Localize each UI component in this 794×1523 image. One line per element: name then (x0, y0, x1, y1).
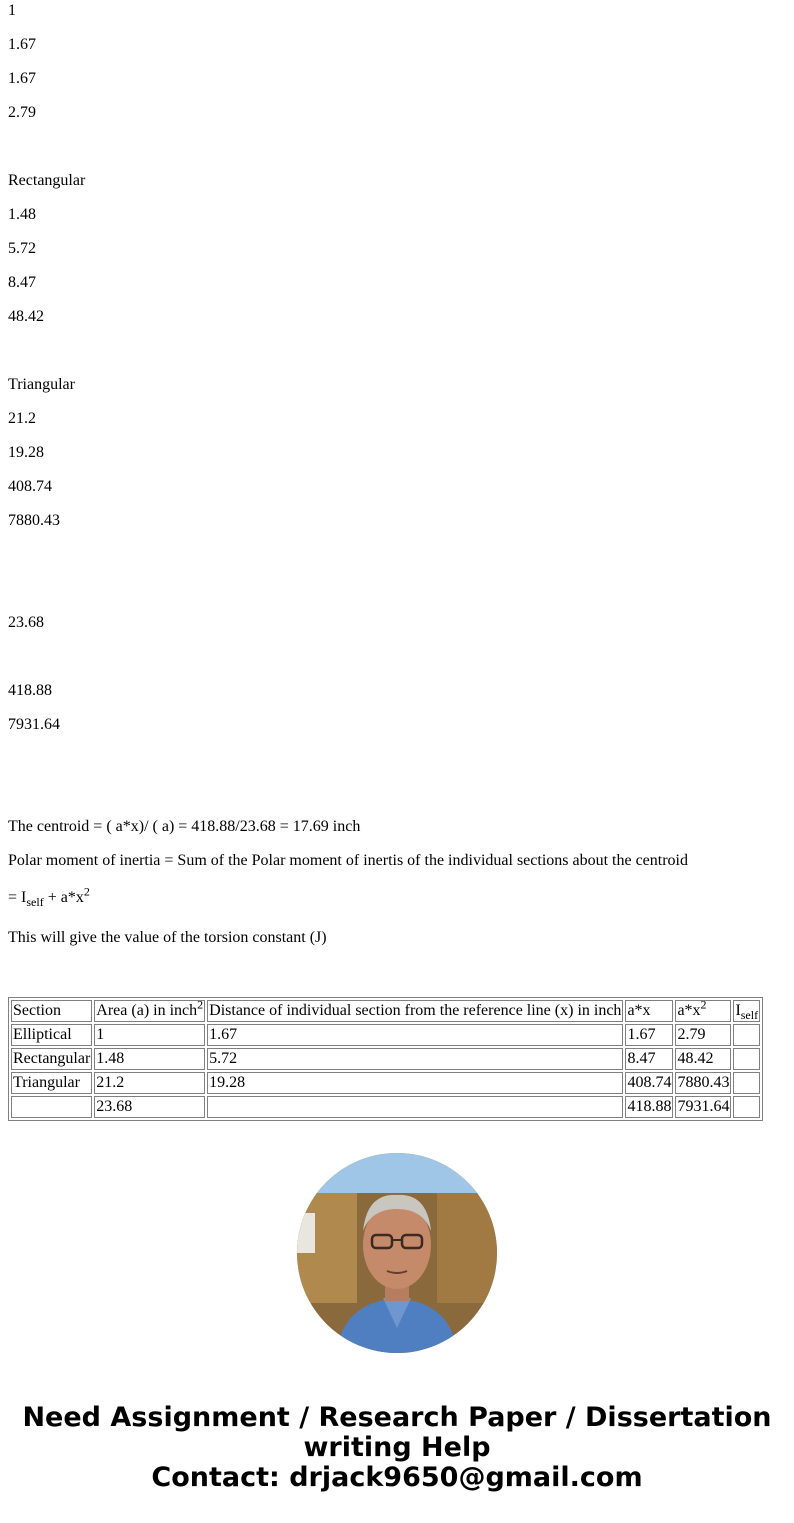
table-cell: 418.88 (625, 1096, 673, 1118)
text-line: 2.79 (8, 104, 36, 121)
text-line: Triangular (8, 376, 75, 393)
header-ax2: $a*x^2$ (675, 1000, 731, 1022)
promo-line: writing Help (303, 1432, 491, 1463)
table-cell: 2.79 (675, 1024, 731, 1046)
table-cell: 1.67 (625, 1024, 673, 1046)
text-line: 23.68 (8, 614, 44, 631)
header-distance: Distance of individual section from the reference line (x) in inch (207, 1000, 623, 1022)
text-line: 7880.43 (8, 512, 60, 529)
table-row (11, 1048, 760, 1070)
table-cell (733, 1096, 760, 1118)
text-line: 21.2 (8, 410, 36, 427)
text-line: 1.67 (8, 36, 36, 53)
table-cell: 7931.64 (675, 1096, 731, 1118)
table-cell (11, 1096, 92, 1118)
text-line: 8.47 (8, 274, 36, 291)
text-line: 5.72 (8, 240, 36, 257)
calculation-table (8, 997, 763, 1121)
formula-text: = $I_{self} + a*x^2$ (8, 884, 90, 910)
table-cell: 1 (94, 1024, 205, 1046)
header-area: Area (a) in inch$^2$ (94, 1000, 205, 1022)
text-line: 48.42 (8, 308, 44, 325)
table-cell: 23.68 (94, 1096, 205, 1118)
table-cell (733, 1024, 760, 1046)
polar-moment-text: Polar moment of inertia = Sum of the Polar moment of inertis of the individual sections about the centroid (8, 852, 688, 869)
portrait-illustration (297, 1153, 497, 1353)
table-header-row (11, 1000, 760, 1022)
table-cell: Rectangular (11, 1048, 92, 1070)
torsion-text: This will give the value of the torsion constant (J) (8, 929, 327, 946)
table-cell: 7880.43 (675, 1072, 731, 1094)
table-cell: 48.42 (675, 1048, 731, 1070)
text-line: 1 (8, 2, 16, 19)
table-cell: Elliptical (11, 1024, 92, 1046)
promo-line: Need Assignment / Research Paper / Dissertation (22, 1402, 772, 1433)
header-section: Section (11, 1000, 92, 1022)
table-cell (207, 1096, 623, 1118)
text-line: 1.67 (8, 70, 36, 87)
author-photo (297, 1153, 497, 1353)
table-cell: 21.2 (94, 1072, 205, 1094)
table-cell: 1.48 (94, 1048, 205, 1070)
table-row (11, 1096, 760, 1118)
header-ax: a*x (625, 1000, 673, 1022)
table-cell: 5.72 (207, 1048, 623, 1070)
text-line: 7931.64 (8, 716, 60, 733)
table-cell (733, 1048, 760, 1070)
centroid-text: The centroid = ( a*x)/ ( a) = 418.88/23.68 = 17.69 inch (8, 818, 361, 835)
table-cell (733, 1072, 760, 1094)
header-iself: $I_{self}$ (735, 1002, 759, 1023)
text-line: 1.48 (8, 206, 36, 223)
text-line: Rectangular (8, 172, 86, 189)
table-cell: 19.28 (207, 1072, 623, 1094)
table-row (11, 1072, 760, 1094)
text-line: 19.28 (8, 444, 44, 461)
table-cell: 8.47 (625, 1048, 673, 1070)
text-line: 418.88 (8, 682, 52, 699)
promo-contact: Contact: drjack9650@gmail.com (151, 1462, 643, 1493)
table-cell: Triangular (11, 1072, 92, 1094)
table-cell: 1.67 (207, 1024, 623, 1046)
table-cell: 408.74 (625, 1072, 673, 1094)
text-line: 408.74 (8, 478, 52, 495)
promo-banner (0, 1403, 794, 1493)
table-row (11, 1024, 760, 1046)
